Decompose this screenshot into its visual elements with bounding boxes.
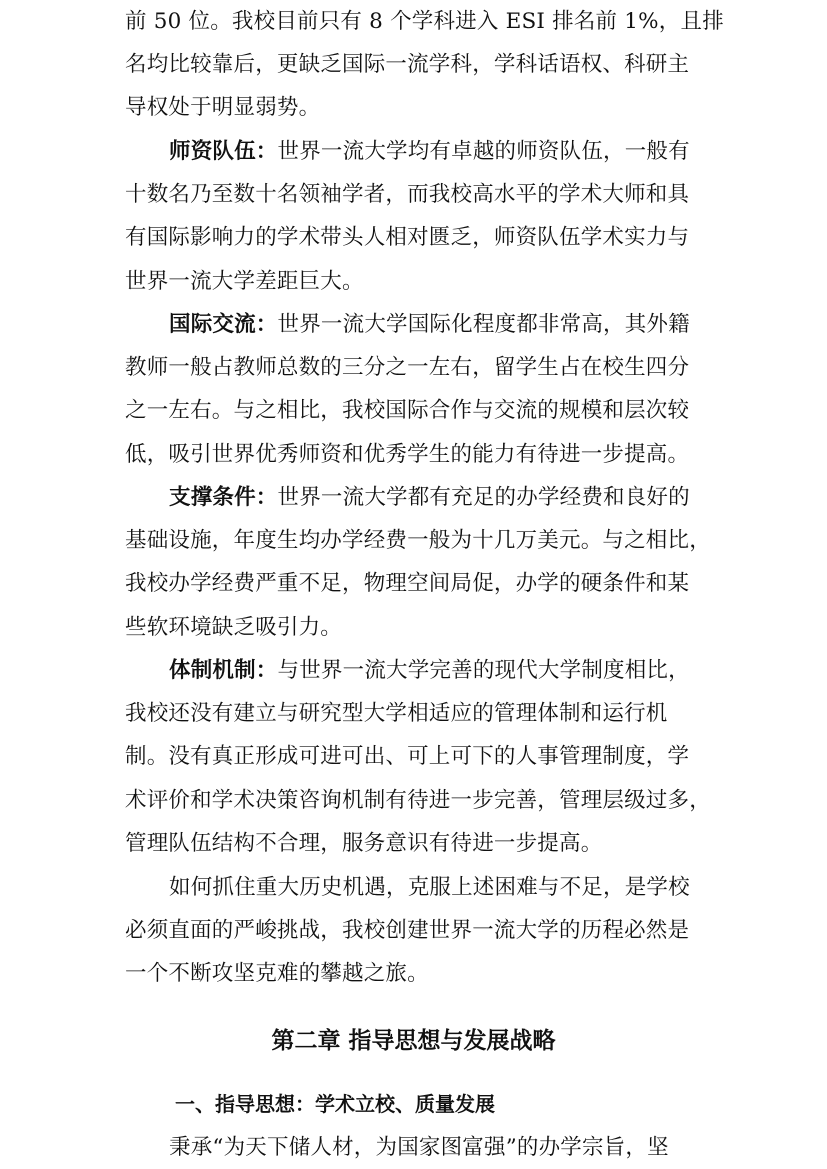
exchange-line-3: 之一左右。与之相比，我校国际合作与交流的规模和层次较: [125, 398, 690, 423]
system-first-line: [169, 656, 715, 686]
exchange-lead: 国际交流：: [169, 312, 278, 337]
system-line-3: 制。没有真正形成可进可出、可上可下的人事管理制度，学: [125, 744, 690, 769]
chapter-title: 第二章 指导思想与发展战略: [271, 1028, 556, 1054]
exchange-line-4: 低，吸引世界优秀师资和优秀学生的能力有待进一步提高。: [125, 442, 690, 467]
system-line-1: 与世界一流大学完善的现代大学制度相比，: [277, 658, 690, 683]
faculty-line-3: 有国际影响力的学术带头人相对匮乏，师资队伍学术实力与: [125, 225, 690, 250]
faculty-line-1: 世界一流大学均有卓越的师资队伍，一般有: [277, 139, 690, 164]
support-line-1: 世界一流大学都有充足的办学经费和良好的: [277, 485, 690, 510]
faculty-first-line: [169, 137, 715, 167]
closing-line-2: 必须直面的严峻挑战，我校创建世界一流大学的历程必然是: [125, 918, 690, 943]
system-line-5: 管理队伍结构不合理，服务意识有待进一步提高。: [125, 831, 603, 856]
exchange-line-2: 教师一般占教师总数的三分之一左右，留学生占在校生四分: [125, 355, 690, 380]
closing-line-1: 如何抓住重大历史机遇，克服上述困难与不足，是学校: [169, 875, 690, 900]
faculty-lead: 师资队伍：: [169, 139, 278, 164]
support-line-3: 我校办学经费严重不足，物理空间局促，办学的硬条件和某: [125, 571, 690, 596]
intro-line-3: 导权处于明显弱势。: [125, 95, 321, 120]
system-line-2: 我校还没有建立与研究型大学相适应的管理体制和运行机: [125, 701, 668, 726]
support-first-line: [169, 483, 715, 513]
faculty-line-4: 世界一流大学差距巨大。: [125, 269, 364, 294]
support-line-2: 基础设施，年度生均办学经费一般为十几万美元。与之相比，: [125, 528, 711, 553]
faculty-line-2: 十数名乃至数十名领袖学者，而我校高水平的学术大师和具: [125, 182, 690, 207]
exchange-first-line: [169, 310, 715, 340]
exchange-line-1: 世界一流大学国际化程度都非常高，其外籍: [277, 312, 690, 337]
section-heading: 一、指导思想：学术立校、质量发展: [175, 1092, 495, 1116]
system-line-4: 术评价和学术决策咨询机制有待进一步完善，管理层级过多，: [125, 788, 711, 813]
intro-line-2: 名均比较靠后，更缺乏国际一流学科，学科话语权、科研主: [125, 52, 690, 77]
support-lead: 支撑条件：: [169, 485, 278, 510]
support-line-4: 些软环境缺乏吸引力。: [125, 615, 343, 640]
intro-line-1: 前 50 位。我校目前只有 8 个学科进入 ESI 排名前 1%，且排: [125, 9, 724, 34]
closing-line-3: 一个不断攻坚克难的攀越之旅。: [125, 961, 429, 986]
system-lead: 体制机制：: [169, 658, 278, 683]
guiding-paragraph-line-1: 秉承“为天下储人材，为国家图富强”的办学宗旨，坚: [169, 1135, 669, 1160]
